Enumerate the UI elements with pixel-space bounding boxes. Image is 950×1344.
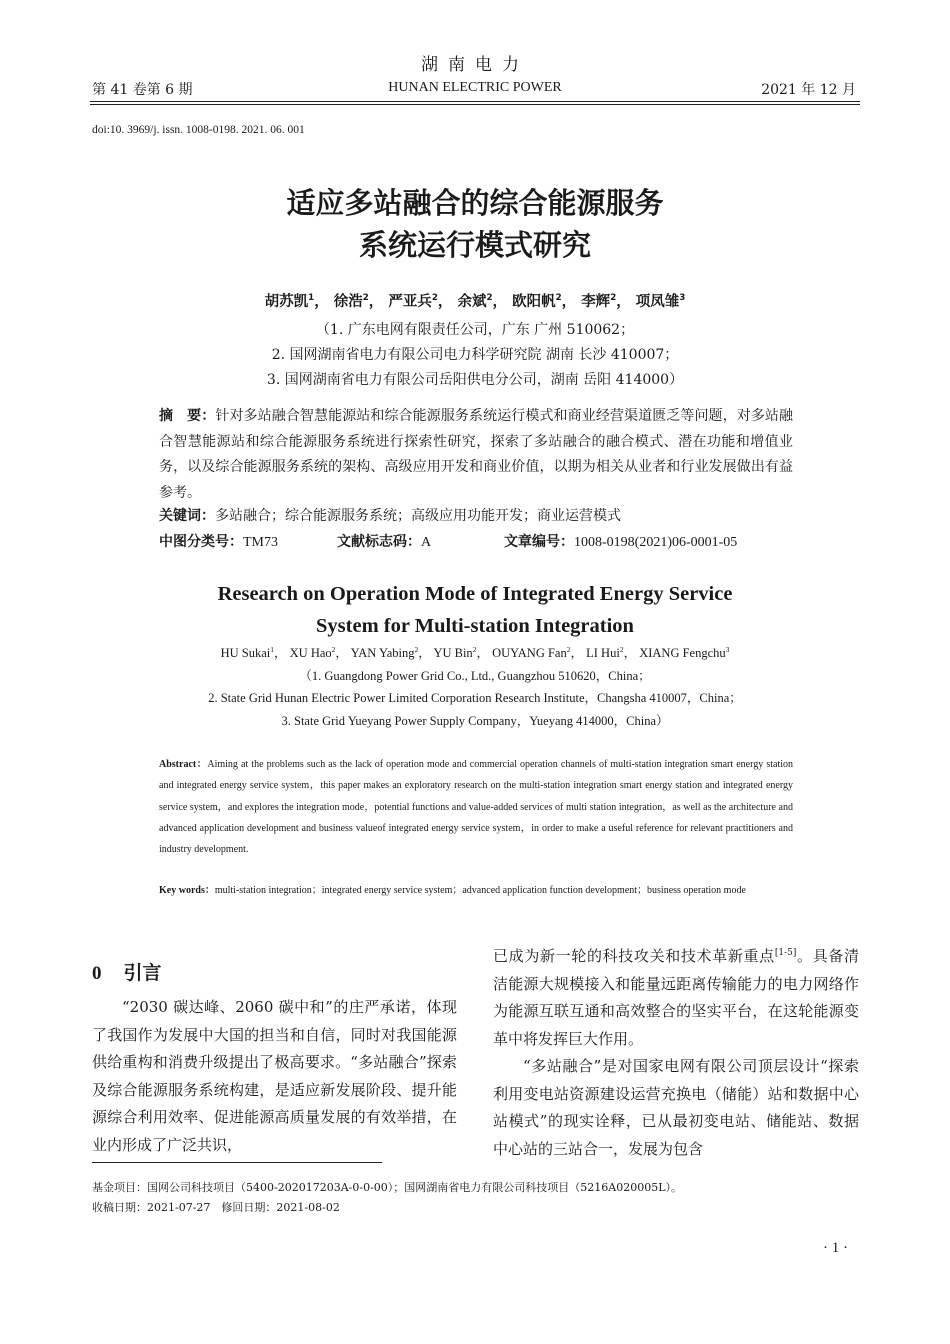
authors-cn bbox=[0, 290, 950, 311]
author-affil-mark: 2 bbox=[555, 293, 562, 304]
author-sep: ， bbox=[314, 294, 329, 310]
author-sep: ， bbox=[492, 294, 508, 310]
clc-number bbox=[159, 531, 278, 551]
author-en: OUYANG Fan bbox=[492, 646, 567, 660]
body-text: 已成为新一轮的科技攻关和技术革新重点 bbox=[493, 947, 775, 965]
author-sep: ， bbox=[437, 294, 453, 310]
keywords-en-text: multi-station integration；integrated energy service system；advanced application function development；business operation mode bbox=[214, 885, 746, 896]
keywords-en bbox=[159, 880, 793, 901]
author-affil-mark: 2 bbox=[619, 644, 624, 654]
body-paragraph bbox=[493, 943, 859, 1053]
author-sep: ， bbox=[274, 646, 287, 660]
author-affil-mark: 2 bbox=[610, 293, 617, 304]
abstract-cn-label: 摘 要： bbox=[159, 408, 216, 424]
author-affil-mark: 3 bbox=[725, 644, 730, 654]
author-en: YU Bin bbox=[433, 646, 473, 660]
author-sep: ， bbox=[368, 294, 384, 310]
section-heading bbox=[92, 958, 162, 985]
header-rule-thin bbox=[90, 104, 860, 105]
author-sep: ， bbox=[561, 294, 577, 310]
author-sep: ， bbox=[616, 294, 631, 310]
author-sep: ， bbox=[570, 646, 583, 660]
section-number: 0 bbox=[92, 963, 102, 984]
article-no-value: 1008-0198(2021)06-0001-05 bbox=[574, 535, 738, 550]
body-column-right bbox=[493, 943, 859, 1163]
author-affil-mark: 2 bbox=[431, 293, 438, 304]
header-rule bbox=[90, 101, 860, 102]
author-sep: ， bbox=[418, 646, 431, 660]
author-en: YAN Yabing bbox=[350, 646, 415, 660]
issue-date: 2021 年 12 月 bbox=[761, 82, 856, 98]
author-affil-mark: 3 bbox=[679, 293, 686, 304]
author-sep: ， bbox=[335, 646, 348, 660]
author-affil-mark: 1 bbox=[270, 644, 274, 654]
section-title: 引言 bbox=[123, 962, 162, 984]
author-cn: 欧阳帆 bbox=[512, 294, 556, 310]
title-cn-line-1: 适应多站融合的综合能源服务 bbox=[286, 186, 664, 220]
abstract-en-text: Aiming at the problems such as the lack of operation mode and commercial operation channels of multi-station integration smart energy station and integrated energy service system，this paper makes an exploratory research on the multi-station integration smart energy station and integrated energy service system，and explores the integration mode，potential functions and value-added services of multi station integration，as well as the architecture and advanced application development and business valueof integrated energy service system，in order to make a useful reference for relevant practitioners and industry development. bbox=[159, 759, 793, 856]
affiliation-en-3: 3. State Grid Yueyang Power Supply Company，Yueyang 414000，China） bbox=[281, 714, 669, 728]
body-paragraph: “多站融合”是对国家电网有限公司顶层设计“探索利用变电站资源建设运营充换电（储能）站和数据中心站模式”的现实诠释，已从最初变电站、储能站、数据中心站的三站合一，发展为包含 bbox=[493, 1057, 859, 1158]
title-cn-line-2: 系统运行模式研究 bbox=[358, 228, 591, 262]
doc-code-value: A bbox=[421, 535, 432, 550]
author-cn: 项凤雏 bbox=[635, 294, 680, 310]
journal-title-en: HUNAN ELECTRIC POWER bbox=[388, 80, 562, 95]
affiliation-cn-2: 2. 国网湖南省电力有限公司电力科学研究院 湖南 长沙 410007； bbox=[271, 347, 679, 363]
author-affil-mark: 2 bbox=[566, 644, 571, 654]
author-cn: 余斌 bbox=[457, 294, 487, 310]
body-column-left bbox=[92, 994, 457, 1159]
document-code bbox=[337, 531, 431, 551]
footnote-dates: 收稿日期：2021-07-27 修回日期：2021-08-02 bbox=[92, 1201, 340, 1214]
abstract-en bbox=[159, 754, 793, 860]
author-en: LI Hui bbox=[586, 646, 620, 660]
keywords-cn bbox=[159, 505, 793, 525]
author-affil-mark: 2 bbox=[362, 293, 369, 304]
keywords-cn-label: 关键词： bbox=[159, 508, 215, 524]
title-en-line-1: Research on Operation Mode of Integrated Energy Service bbox=[217, 583, 733, 605]
title-en bbox=[0, 578, 950, 642]
author-cn: 胡苏凯 bbox=[264, 294, 309, 310]
author-cn: 严亚兵 bbox=[388, 294, 432, 310]
article-number bbox=[504, 531, 737, 551]
abstract-en-label: Abstract： bbox=[159, 759, 208, 770]
title-cn bbox=[0, 182, 950, 266]
abstract-cn bbox=[159, 404, 793, 506]
affiliation-cn-3: 3. 国网湖南省电力有限公司岳阳供电分公司，湖南 岳阳 414000） bbox=[266, 372, 684, 388]
affiliation-en-2: 2. State Grid Hunan Electric Power Limited Corporation Research Institute，Changsha 410007，China； bbox=[208, 691, 742, 705]
author-sep: ， bbox=[476, 646, 489, 660]
body-text: 。具备清洁能源大规模接入和能量远距离传输能力的电力网络作为能源互联互通和高效整合的坚实平台，在这轮能源变革中将发挥巨大作用。 bbox=[493, 947, 859, 1048]
author-en: HU Sukai bbox=[220, 646, 271, 660]
author-affil-mark: 2 bbox=[472, 644, 477, 654]
affiliation-en-1: （1. Guangdong Power Grid Co., Ltd., Guangzhou 510620，China； bbox=[299, 669, 651, 683]
volume-issue: 第 41 卷第 6 期 bbox=[92, 82, 193, 98]
article-no-label: 文章编号： bbox=[504, 534, 574, 550]
doi: doi:10. 3969/j. issn. 1008-0198. 2021. 06. 001 bbox=[92, 124, 305, 136]
author-affil-mark: 2 bbox=[414, 644, 419, 654]
doc-code-label: 文献标志码： bbox=[337, 534, 421, 550]
citation-ref: [1-5] bbox=[774, 948, 797, 958]
keywords-cn-text: 多站融合；综合能源服务系统；高级应用功能开发；商业运营模式 bbox=[215, 508, 621, 524]
clc-value: TM73 bbox=[243, 535, 278, 550]
author-affil-mark: 1 bbox=[308, 293, 315, 304]
author-en: XIANG Fengchu bbox=[639, 646, 726, 660]
footnote-rule bbox=[92, 1162, 382, 1163]
clc-label: 中图分类号： bbox=[159, 534, 243, 550]
authors-en bbox=[0, 643, 950, 661]
journal-title-cn: 湖南电力 bbox=[421, 55, 529, 75]
title-en-line-2: System for Multi-station Integration bbox=[316, 615, 634, 637]
author-cn: 李辉 bbox=[581, 294, 611, 310]
author-sep: ， bbox=[623, 646, 637, 660]
affiliation-cn-1: （1. 广东电网有限责任公司，广东 广州 510062； bbox=[315, 322, 635, 338]
author-affil-mark: 2 bbox=[331, 644, 336, 654]
author-cn: 徐浩 bbox=[333, 294, 363, 310]
keywords-en-label: Key words： bbox=[159, 885, 215, 896]
footnote-fund: 基金项目：国网公司科技项目（5400-202017203A-0-0-00）；国网湖南省电力有限公司科技项目（5216A020005L）。 bbox=[92, 1181, 683, 1194]
page-number: · 1 · bbox=[823, 1240, 848, 1256]
author-affil-mark: 2 bbox=[486, 293, 493, 304]
body-paragraph: “2030 碳达峰、2060 碳中和”的庄严承诺，体现了我国作为发展中大国的担当和自信，同时对我国能源供给重构和消费升级提出了极高要求。“多站融合”探索及综合能源服务系统构建，是适应新发展阶段、提升能源综合利用效率、促进能源高质量发展的有效举措，在业内形成了广泛共识， bbox=[92, 998, 457, 1154]
author-en: XU Hao bbox=[289, 646, 332, 660]
abstract-cn-text: 针对多站融合智慧能源站和综合能源服务系统运行模式和商业经营渠道匮乏等问题，对多站融合智慧能源站和综合能源服务系统进行探索性研究，探索了多站融合的融合模式、潜在功能和增值业务，以及综合能源服务系统的架构、高级应用开发和商业价值，以期为相关从业者和行业发展做出有益参考。 bbox=[159, 408, 794, 501]
